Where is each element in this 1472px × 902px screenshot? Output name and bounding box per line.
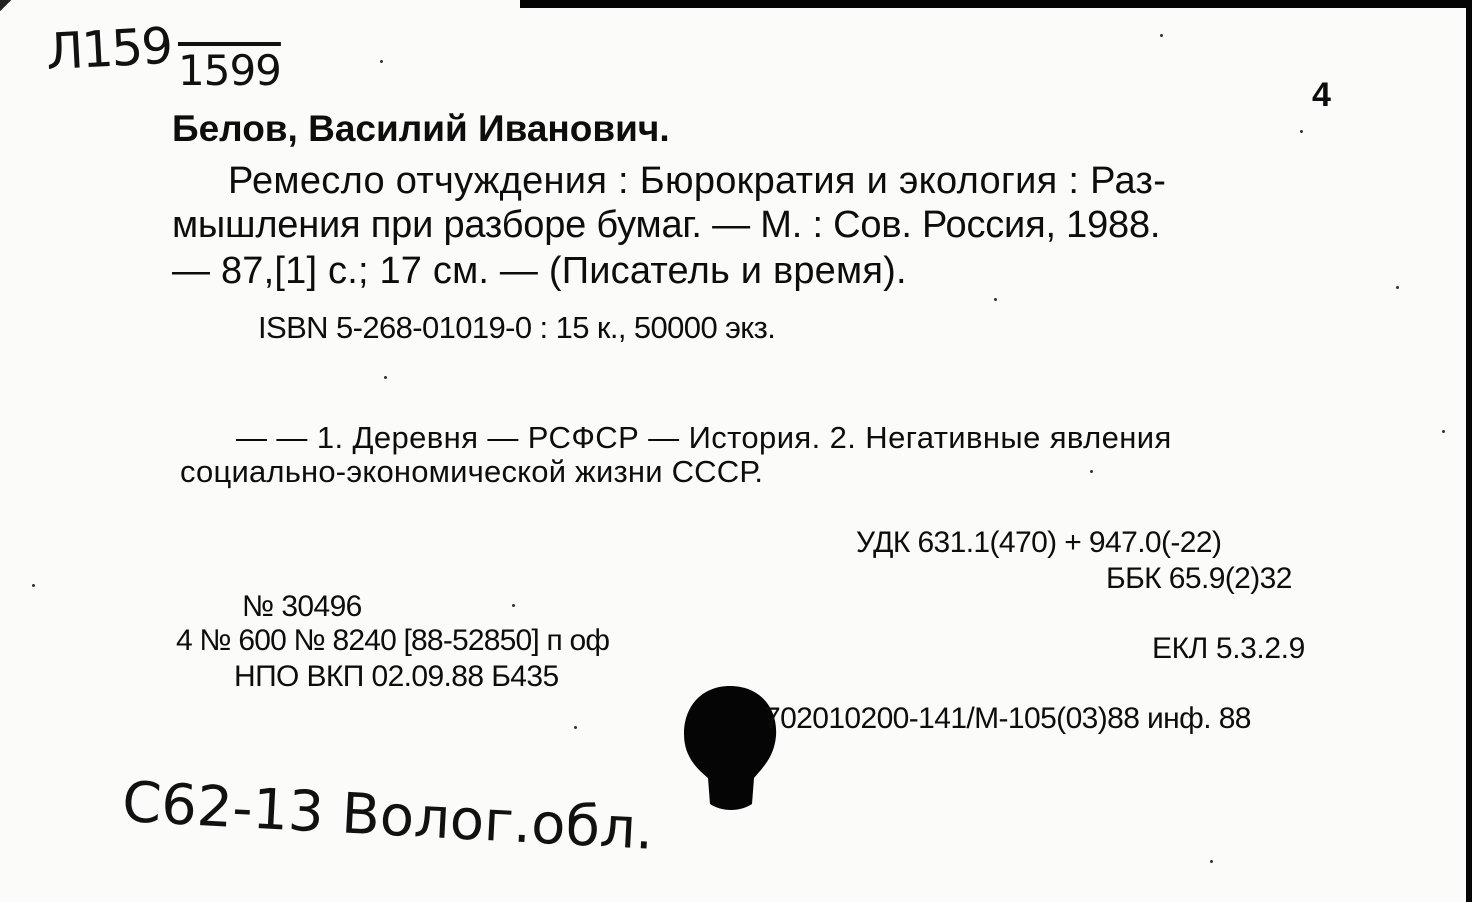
- scan-speck: [32, 584, 35, 587]
- subjects-line-1: — — 1. Деревня — РСФСР — История. 2. Негативные явления: [236, 420, 1172, 455]
- scan-edge-top: [520, 0, 1472, 8]
- print-info-line-3: НПО ВКП 02.09.88 Б435: [234, 660, 559, 693]
- scan-speck: [1210, 860, 1213, 863]
- scan-speck: [380, 60, 383, 63]
- print-info-line-2: 4 № 600 № 8240 [88-52850] п оф: [176, 624, 610, 657]
- scan-speck: [1396, 286, 1399, 289]
- scan-speck: [994, 298, 997, 301]
- author-heading: Белов, Василий Иванович.: [172, 108, 670, 149]
- scan-speck: [1442, 430, 1445, 433]
- description-line-2: мышления при разборе бумаг. — М. : Сов. Россия, 1988.: [172, 204, 1161, 246]
- scan-edge-right: [1466, 0, 1472, 902]
- scan-speck: [1090, 470, 1093, 473]
- handwritten-region-note: С62-13 Волог.обл.: [120, 770, 656, 863]
- description-line-3: — 87,[1] с.; 17 см. — (Писатель и время).: [172, 250, 907, 292]
- index-code: 702010200-141/М-105(03)88 инф. 88: [764, 702, 1251, 735]
- card-number: 4: [1312, 76, 1331, 114]
- isbn-line: ISBN 5-268-01019-0 : 15 к., 50000 экз.: [258, 310, 776, 345]
- handwritten-shelf-mark-a: Л159: [44, 16, 173, 82]
- subjects-line-2: социально-экономической жизни СССР.: [180, 454, 764, 489]
- scan-speck: [1160, 34, 1163, 37]
- scan-speck: [512, 604, 515, 607]
- bbk-code: ББК 65.9(2)32: [1106, 562, 1292, 595]
- description-line-1: Ремесло отчуждения : Бюрократия и экология : Раз-: [228, 160, 1167, 202]
- scan-speck: [1300, 130, 1303, 133]
- ekl-code: ЕКЛ 5.3.2.9: [1152, 632, 1305, 665]
- handwritten-shelf-mark-b: 1599: [178, 46, 281, 95]
- scan-speck: [574, 726, 577, 729]
- udk-code: УДК 631.1(470) + 947.0(-22): [856, 526, 1222, 559]
- print-order-number: № 30496: [242, 590, 362, 623]
- scan-edge-corner: [0, 0, 14, 14]
- scan-speck: [384, 376, 387, 379]
